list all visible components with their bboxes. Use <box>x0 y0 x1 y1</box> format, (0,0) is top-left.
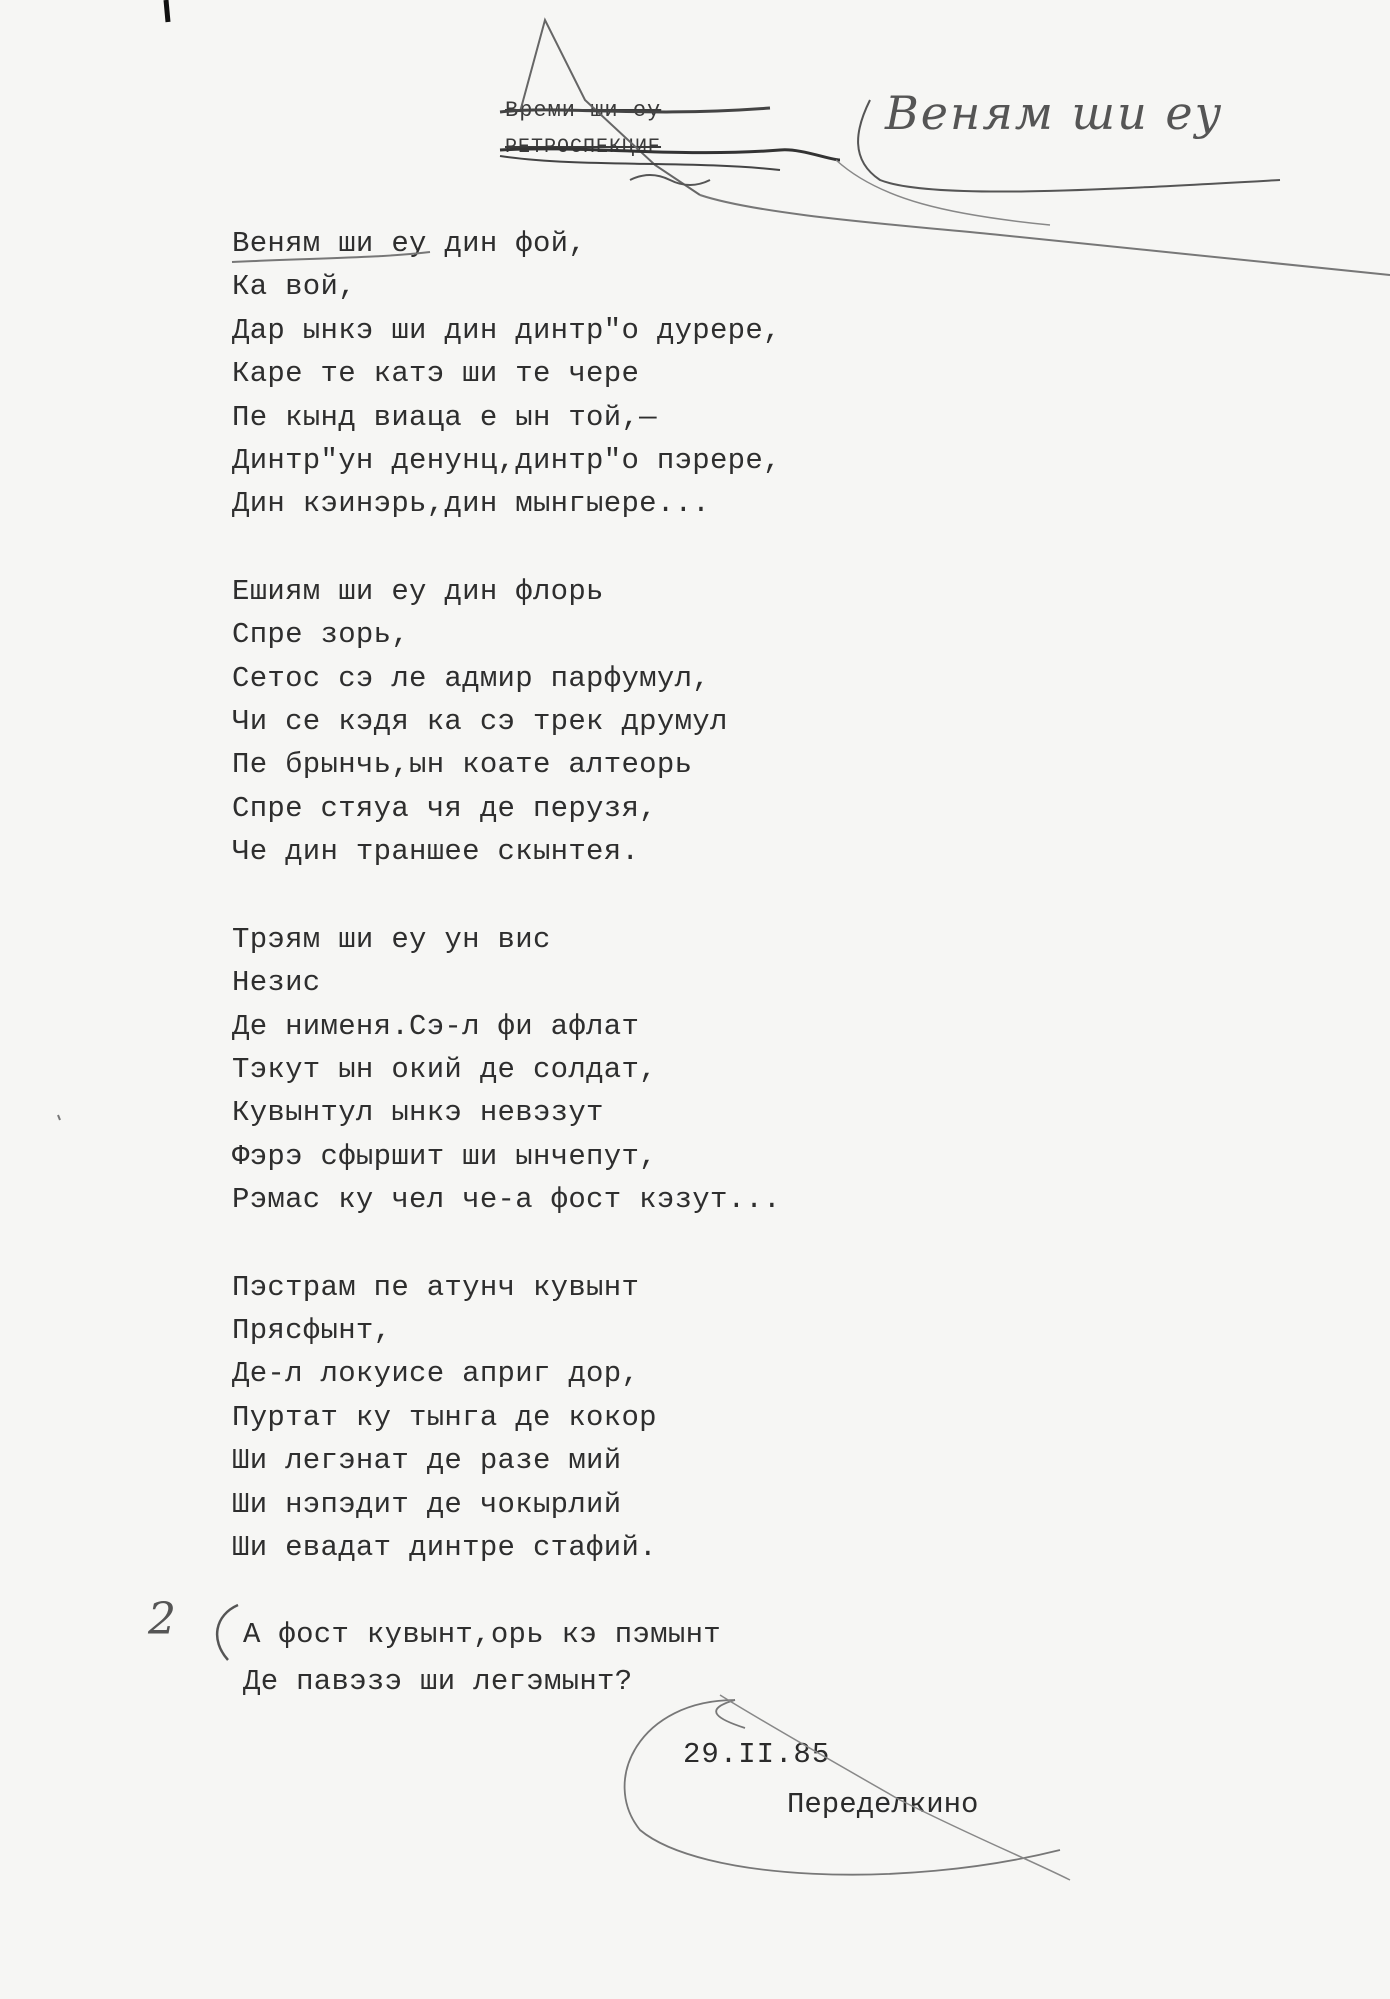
poem-line: Фэрэ сфыршит ши ынчепут, <box>232 1139 657 1173</box>
handwritten-title: Веням ши еу <box>885 86 1224 140</box>
poem-line: Спре стяуа чя де перузя, <box>232 791 657 825</box>
poem-line: Тэкут ын окий де солдат, <box>232 1052 657 1086</box>
closing-couplet <box>243 1611 721 1705</box>
margin-mark: 2 <box>148 1594 178 1645</box>
stanza-2 <box>232 570 1132 874</box>
poem-line: Пуртат ку тынга де кокор <box>232 1400 657 1434</box>
poem-line: Пэстрам пе атунч кувынт <box>232 1270 640 1304</box>
strike-wave <box>630 175 710 185</box>
poem-line: Ка вой, <box>232 270 356 304</box>
pencil-tick <box>58 1115 60 1120</box>
poem-line: Кувынтул ынкэ невэзут <box>232 1096 604 1130</box>
poem-line: Ши нэпэдит де чокырлий <box>232 1487 622 1521</box>
poem-line: Пе кынд виаца е ын той,— <box>232 400 657 434</box>
poem-line: Ешиям ши еу дин флорь <box>232 574 604 608</box>
poem-line: Рэмас ку чел че-а фост кэзут... <box>232 1183 781 1217</box>
signature-date: 29.II.85 <box>683 1738 831 1771</box>
signature-place: Переделкино <box>787 1788 979 1821</box>
poem-line: Дар ынкэ ши дин динтр"о дурере, <box>232 313 781 347</box>
poem-body <box>232 222 1132 1613</box>
poem-line: Де нименя.Сэ-л фи афлат <box>232 1009 640 1043</box>
poem-line: Спре зорь, <box>232 618 410 652</box>
closing-line: Де павэзэ ши легэмынт? <box>243 1665 633 1698</box>
poem-line: Чи се кэдя ка сэ трек друмул <box>232 705 728 739</box>
poem-line: Де-л локуисе априг дор, <box>232 1357 640 1391</box>
stanza-3 <box>232 918 1132 1222</box>
struck-typed-title: РЕТРОСПЕКЦИЕ <box>505 136 662 159</box>
poem-line: Веням ши еу дин фой, <box>232 227 587 260</box>
poem-line: Дин кэинэрь,дин мынгыере... <box>232 487 710 521</box>
poem-line: Трэям ши еу ун вис <box>232 922 551 956</box>
poem-line: Каре те катэ ши те чере <box>232 357 640 391</box>
poem-line: Сетос сэ ле адмир парфумул, <box>232 661 710 695</box>
poem-line: Незис <box>232 966 321 1000</box>
closing-line: А фост кувынт,орь кэ пэмынт <box>243 1618 721 1651</box>
struck-handwritten-title: Времи ши еу <box>505 98 662 123</box>
ink-stroke <box>166 0 168 22</box>
poem-line: Динтр"ун денунц,динтр"о пэрере, <box>232 444 781 478</box>
stanza-4 <box>232 1266 1132 1570</box>
pencil-line <box>836 160 1050 225</box>
poem-line: Ши легэнат де разе мий <box>232 1444 622 1478</box>
poem-line: Ши евадат динтре стафий. <box>232 1530 657 1564</box>
poem-line: Че дин траншее скынтея. <box>232 835 640 869</box>
stanza-1 <box>232 222 1132 526</box>
poem-line: Прясфынт, <box>232 1313 392 1347</box>
poem-line: Пе брынчь,ын коате алтеорь <box>232 748 693 782</box>
